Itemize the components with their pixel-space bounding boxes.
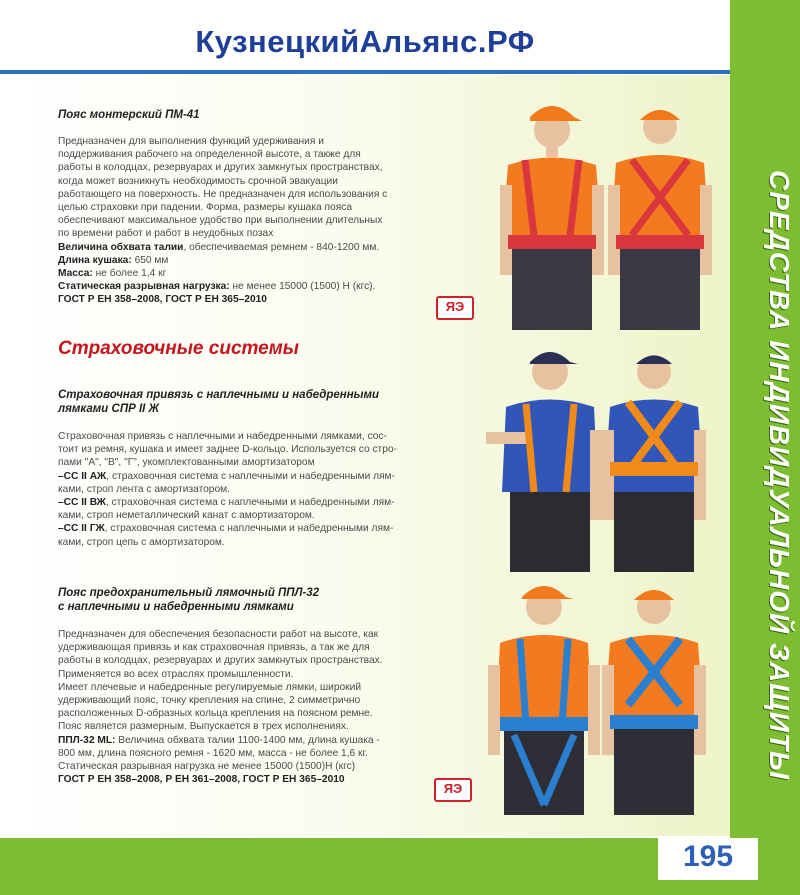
site-title: КузнецкийАльянс.РФ: [195, 24, 535, 59]
text-line: Предназначен для обеспечения безопасности работ на высоте, как: [58, 629, 379, 640]
mannequin-back: [602, 355, 706, 572]
product3-title: [58, 586, 319, 614]
mannequin-back: [608, 110, 712, 330]
product3-description: [58, 628, 443, 786]
spec-length: [58, 254, 433, 267]
section-title: Страховочные системы: [58, 338, 300, 359]
title-line: с наплечными и набедренными лямками: [58, 601, 294, 613]
mannequin-front: [488, 586, 600, 815]
spec-waist: [58, 241, 433, 254]
text-line: тоит из ремня, кушака и имеет заднее D-кольцо. Используется со стро-: [58, 444, 397, 456]
spec-label: Масса:: [58, 268, 93, 280]
spec-value: 650 мм: [131, 254, 169, 266]
spec-label: Длина кушака:: [58, 254, 132, 266]
product2-description: [58, 430, 443, 549]
gost-standards: ГОСТ Р ЕН 358–2008, Р ЕН 361–2008, ГОСТ Р ЕН 365–2010: [58, 774, 345, 786]
mannequin-back: [602, 590, 706, 815]
title-line: Страховочная привязь с наплечными и набедренными: [58, 389, 380, 401]
manufacturer-logo: [434, 778, 472, 802]
text-line: по времени работ и работ в неудобных позах: [58, 228, 274, 240]
manufacturer-logo: [436, 296, 474, 320]
text-line: расположенных D-образных кольца крепления на поясном ремне.: [58, 708, 373, 720]
text-line: ками, строп цепь с амортизатором.: [58, 536, 225, 548]
text-line: 800 мм, длина поясного ремня - 1620 мм, масса - не более 1,6 кг.: [58, 747, 368, 759]
page-header: [0, 0, 730, 75]
page-number: 195: [682, 840, 734, 873]
product1-description: [58, 135, 433, 307]
variant-item: [58, 496, 443, 509]
spec-load: [58, 280, 433, 293]
variant-item: [58, 522, 443, 535]
text-line: Страховочная привязь с наплечными и набедренными лямками, сос-: [58, 431, 387, 442]
logo-text: ЯЭ: [443, 781, 463, 796]
mannequin-front: [500, 106, 604, 330]
variant-text: , страховочная система с наплечными и набедренными лям-: [104, 523, 394, 535]
spec-value: не более 1,4 кг: [92, 268, 167, 280]
variant-item: [58, 470, 443, 483]
text-line: работы в колодцах, резервуарах и других замкнутых пространствах,: [58, 162, 383, 174]
title-line: Пояс предохранительный лямочный ППЛ-32: [58, 587, 320, 599]
header-divider: [0, 70, 730, 74]
variant-text: , страховочная система с наплечными и набедренными лям-: [105, 497, 395, 509]
spec-label: Статическая разрывная нагрузка:: [58, 281, 230, 293]
text-line: Применяется во всех отраслях промышленности.: [58, 668, 294, 680]
text-line: пами "А", "В", "Г", укомплектованными амортизатором: [58, 457, 315, 469]
variant-text: , страховочная система с наплечными и набедренными лям-: [106, 470, 395, 482]
spec-value: , обеспечиваемая ремнем - 840-1200 мм.: [183, 241, 380, 253]
text-line: ками, строп неметаллический канат с амортизатором.: [58, 510, 315, 522]
product3-photo: [484, 575, 720, 815]
mannequin-front: [486, 352, 602, 572]
spec-mass: [58, 267, 433, 280]
text-line: ками, строп лента с амортизатором.: [58, 483, 230, 495]
variant-label: –СС II ГЖ: [58, 523, 105, 535]
spec-value: не менее 15000 (1500) Н (кгс).: [229, 281, 376, 293]
text-line: Статическая разрывная нагрузка не менее 15000 (1500)Н (кгс): [58, 761, 356, 773]
product1-photo: [490, 95, 720, 330]
text-line: когда может возникнуть необходимость срочной эвакуации: [58, 175, 338, 187]
text-line: удерживающая привязь и как страховочная привязь, а так же для: [58, 642, 370, 654]
variant-label: –СС II АЖ: [58, 470, 107, 482]
spec-text: Величина обхвата талии 1100-1400 мм, длина кушака -: [115, 734, 380, 746]
logo-text: ЯЭ: [445, 299, 465, 314]
text-line: целью страховки при падении. Форма, размеры кушака пояса: [58, 202, 352, 214]
side-band-title: СРЕДСТВА ИНДИВИДУАЛЬНОЙ ЗАЩИТЫ: [764, 170, 795, 781]
title-line: лямками СПР II Ж: [58, 403, 160, 415]
text-line: Имеет плечевые и набедренные регулируемые лямки, широкий: [58, 681, 362, 693]
text-line: обеспечивают максимальное удобство при выполнении длительных: [58, 215, 383, 227]
text-line: работающего на поверхность. Не предназначен для использования с: [58, 188, 388, 200]
product2-title: [58, 388, 379, 416]
spec-item: [58, 734, 443, 747]
product2-photo: [482, 342, 722, 572]
product1-title: Пояс монтерский ПМ-41: [58, 109, 200, 121]
text-line: Пояс является размерным. Выпускается в трех исполнениях.: [58, 721, 349, 733]
text-line: поддерживания рабочего на определенной высоте, а также для: [58, 149, 361, 161]
variant-label: –СС II ВЖ: [58, 497, 106, 509]
text-line: работы в колодцах, резервуарах и других замкнутых пространствах.: [58, 655, 383, 667]
text-line: Предназначен для выполнения функций удерживания и: [58, 136, 324, 147]
gost-standards: ГОСТ Р ЕН 358–2008, ГОСТ Р ЕН 365–2010: [58, 294, 267, 306]
spec-label: ППЛ-32 ML:: [58, 734, 116, 746]
text-line: удерживающий пояс, точку крепления на спине, 2 симметрично: [58, 695, 361, 707]
spec-label: Величина обхвата талии: [58, 241, 184, 253]
